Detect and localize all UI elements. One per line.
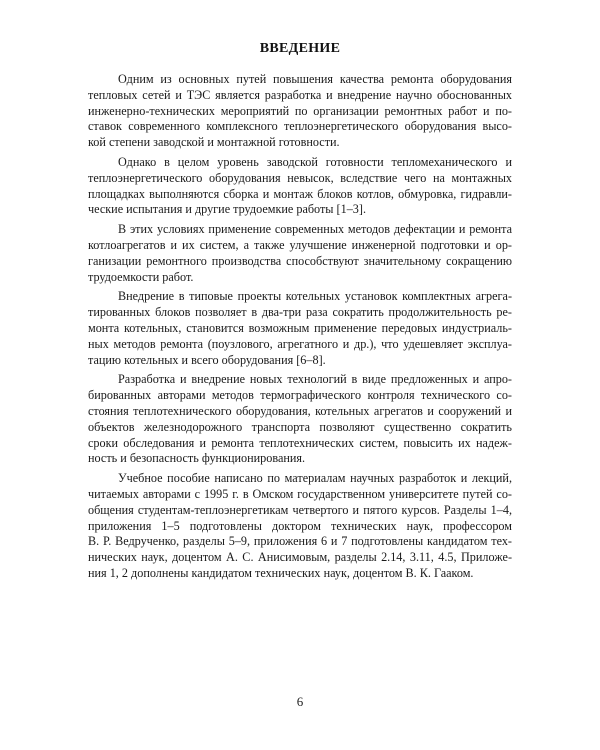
text-line: В. Р. Ведрученко, разделы 5–9, приложения 6 и 7 подготовлены кандидатом тех- — [88, 534, 512, 549]
text-line: тацию котельных и всего оборудования [6–8]. — [88, 352, 326, 367]
text-line: бированных авторами методов термографического контроля технического со- — [88, 388, 512, 403]
paragraph-3 — [88, 222, 512, 285]
text-line: площадках выполняются сборка и монтаж блоков котлов, обмуровка, гидравли- — [88, 186, 512, 201]
page-number: 6 — [296, 694, 304, 709]
text-line: ния 1, 2 дополнены кандидатом технических наук, доцентом В. К. Гааком. — [88, 565, 474, 580]
text-line: котлоагрегатов и их систем, а также улучшение инженерной подготовки и ор- — [88, 237, 512, 252]
body-text — [88, 72, 512, 586]
text-line: читаемых авторами с 1995 г. в Омском государственном университете путей со- — [88, 486, 512, 501]
paragraph-6 — [88, 471, 512, 582]
text-line: Однако в целом уровень заводской готовности тепломеханического и — [118, 154, 512, 169]
paragraph-4 — [88, 289, 512, 368]
paragraph-2 — [88, 155, 512, 218]
text-line: ных методов ремонта (поузлового, агрегатного и др.), что удешевляет эксплуа- — [88, 336, 512, 351]
text-line: кой степени заводской и монтажной готовности. — [88, 135, 340, 150]
text-line: ность и безопасность функционирования. — [88, 451, 306, 466]
text-line: монта котельных, становится возможным применение передовых индустриаль- — [88, 320, 512, 335]
text-line: тированных блоков позволяет в два-три раза сократить продолжительность ре- — [88, 305, 512, 320]
text-line: ческие испытания и другие трудоемкие работы [1–3]. — [88, 202, 366, 217]
text-line: Внедрение в типовые проекты котельных установок комплектных агрега- — [118, 289, 512, 304]
text-line: В этих условиях применение современных методов дефектации и ремонта — [118, 222, 512, 237]
page-title: ВВЕДЕНИЕ — [259, 41, 341, 56]
text-line: трудоемкости работ. — [88, 269, 194, 284]
text-line: тепловых сетей и ТЭС является разработка и внедрение научно обоснованных — [88, 87, 512, 102]
paragraph-1 — [88, 72, 512, 151]
text-line: приложения 1–5 подготовлены доктором технических наук, профессором — [88, 518, 512, 533]
text-line: общения студентам-теплоэнергетикам четвертого и пятого курсов. Разделы 1–4, — [88, 502, 512, 517]
text-line: Одним из основных путей повышения качества ремонта оборудования — [118, 72, 512, 86]
text-line: сроки обследования и ремонта теплотехнических систем, повысить их надеж- — [88, 435, 512, 450]
text-line: Учебное пособие написано по материалам научных разработок и лекций, — [118, 471, 512, 486]
text-line: объектов железнодорожного транспорта позволяют существенно сократить — [88, 419, 512, 434]
text-line: ганизации ремонтного производства способствуют значительному сокращению — [88, 253, 512, 268]
text-line: нических наук, доцентом А. С. Анисимовым, разделы 2.14, 3.11, 4.5, Приложе- — [88, 550, 512, 565]
text-line: ставок современного комплексного теплоэнергетического оборудования высо- — [88, 119, 512, 134]
text-line: стояния теплотехнического оборудования, котельных агрегатов и сооружений и — [88, 403, 512, 418]
text-line: Разработка и внедрение новых технологий в виде предложенных и апро- — [118, 372, 512, 387]
text-line: инженерно-технических мероприятий по организации ремонтных работ и по- — [88, 103, 512, 118]
paragraph-5 — [88, 372, 512, 467]
text-line: теплоэнергетического оборудования невысок, вследствие чего на монтажных — [88, 170, 512, 185]
